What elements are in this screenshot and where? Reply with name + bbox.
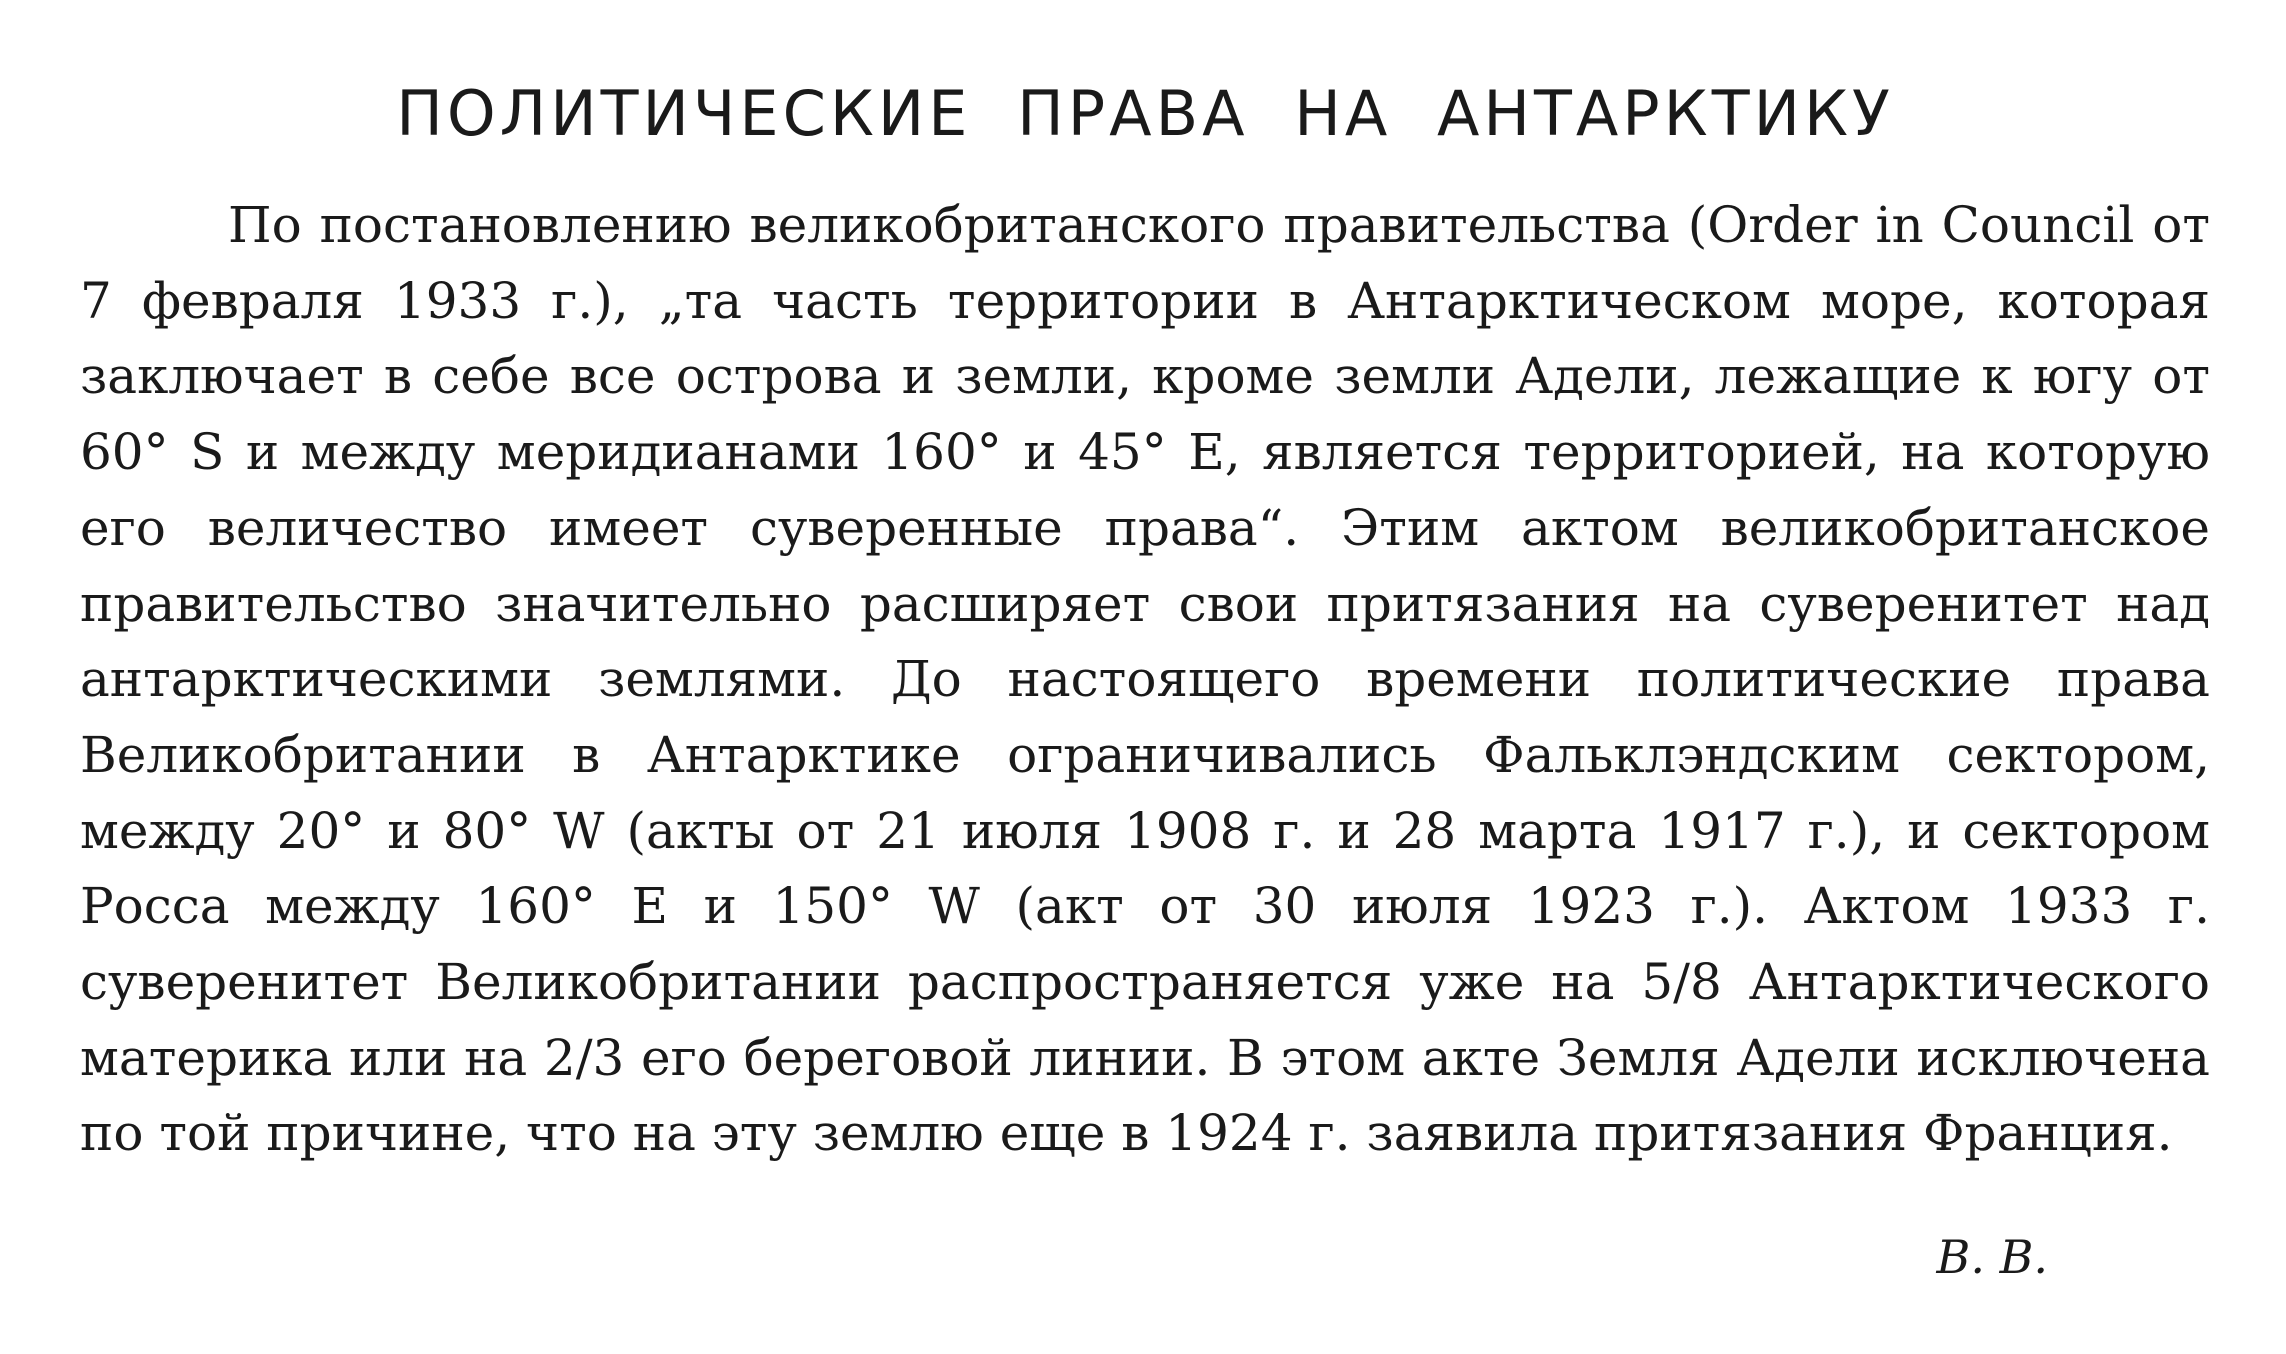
author-signature: В. В.: [1936, 1230, 2048, 1285]
document-page: [80, 50, 2210, 1292]
article-body: По постановлению великобританского правительства (Order in Council от 7 февраля 1933 г.), „та часть территории в Антарктическом море, которая заключает в себе все острова и земли, кроме земли Адели, лежащие к югу от 60° S и между меридианами 160° и 45° E, является территорией, на которую его величество имеет суверенные права“. Этим актом великобританское правительство значительно расширяет свои притязания на суверенитет над антарктическими землями. До настоящего времени политические права Великобритании в Антарктике ограничивались Фальклэндским сектором, между 20° и 80° W (акты от 21 июля 1908 г. и 28 марта 1917 г.), и сектором Росса между 160° E и 150° W (акт от 30 июля 1923 г.). Актом 1933 г. суверенитет Великобритании распространяется уже на 5/8 Антарктического материка или на 2/3 его береговой линии. В этом акте Земля Адели исключена по той причине, что на эту землю еще в 1924 г. заявила притязания Франция.: [80, 196, 2210, 1163]
article-title: ПОЛИТИЧЕСКИЕ ПРАВА НА АНТАРКТИКУ: [396, 77, 1894, 150]
